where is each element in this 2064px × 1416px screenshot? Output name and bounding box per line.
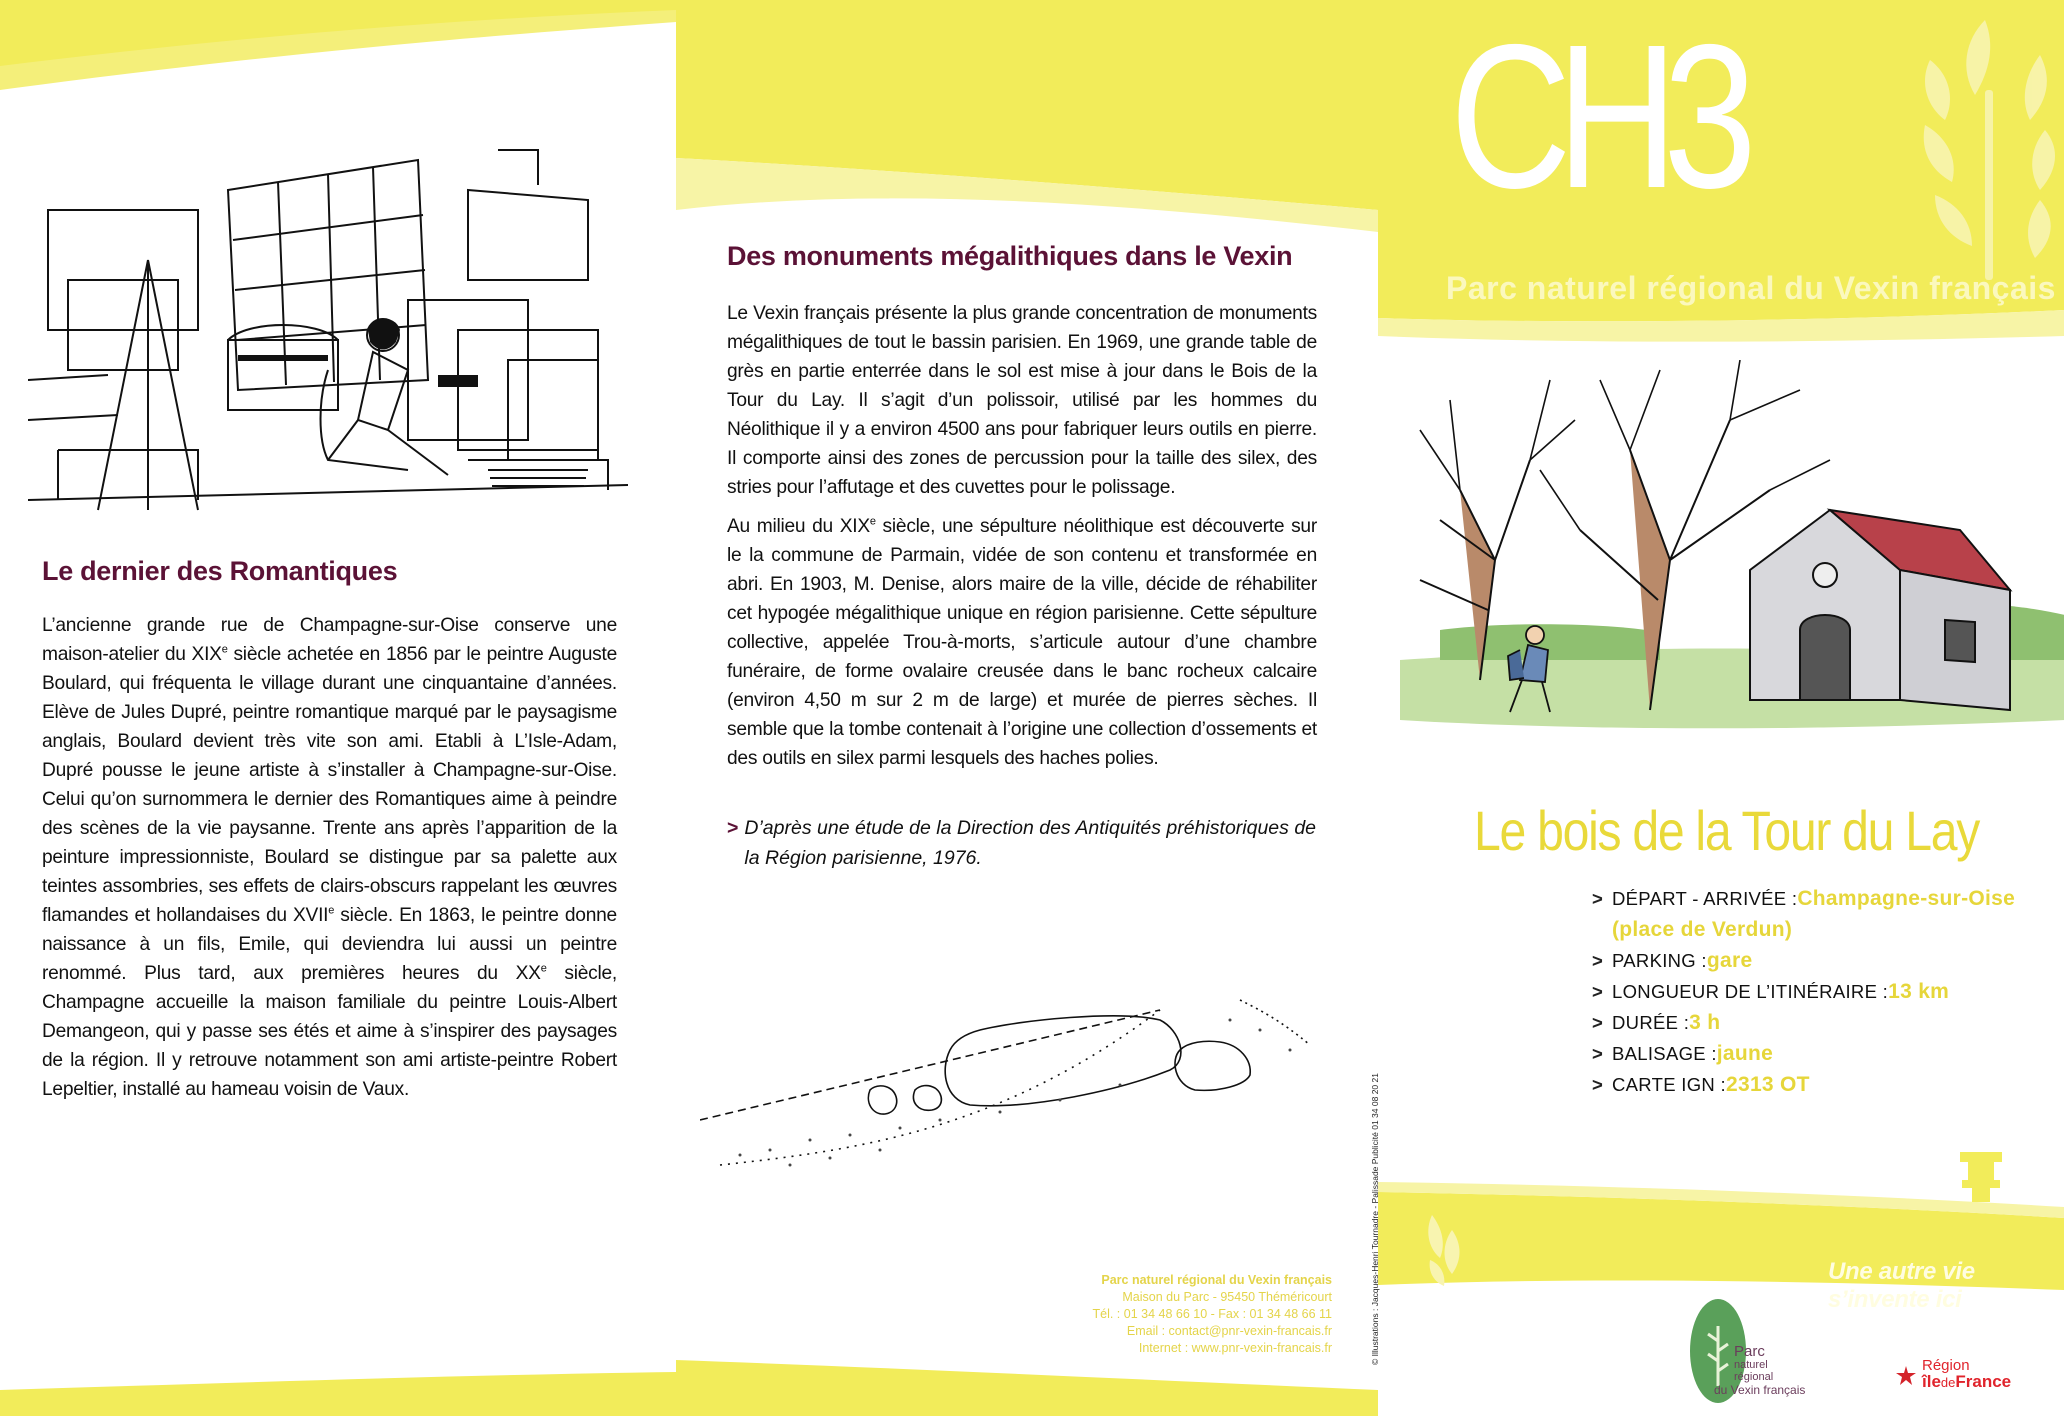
info-value: 13 km bbox=[1888, 980, 1950, 1003]
info-row-start-place bbox=[1592, 914, 2032, 945]
info-arrow: > bbox=[1592, 950, 1604, 971]
citation-text: D’après une étude de la Direction des Antiquités préhistoriques de la Région parisienne, 1976. bbox=[744, 817, 1317, 869]
route-code: CH3 bbox=[1450, 2, 1743, 231]
info-value: Champagne-sur-Oise bbox=[1797, 887, 2016, 910]
region-star-icon bbox=[1896, 1366, 1916, 1386]
info-row-ign-map bbox=[1592, 1069, 2032, 1100]
megalith-illustration bbox=[700, 990, 1320, 1180]
contact-email: Email : contact@pnr-vexin-francais.fr bbox=[1126, 1324, 1332, 1338]
info-row-duration bbox=[1592, 1007, 2032, 1038]
info-label: DURÉE : bbox=[1612, 1012, 1690, 1033]
info-label: LONGUEUR DE L’ITINÉRAIRE : bbox=[1612, 981, 1889, 1002]
info-label: CARTE IGN : bbox=[1612, 1074, 1726, 1095]
info-row-start bbox=[1592, 883, 2032, 914]
park-tagline: Une autre vie s’invente ici bbox=[1828, 1258, 1975, 1313]
park-contact bbox=[1030, 1272, 1332, 1357]
contact-org: Parc naturel régional du Vexin français bbox=[1101, 1273, 1332, 1287]
info-label: PARKING : bbox=[1612, 950, 1707, 971]
parc-logo-text: Parc naturel régional du Vexin français bbox=[1714, 1343, 1806, 1397]
info-value: (place de Verdun) bbox=[1612, 918, 1793, 941]
region-logo-text: Région îledeFrance bbox=[1922, 1357, 2012, 1391]
info-value: gare bbox=[1706, 949, 1753, 972]
info-value: jaune bbox=[1716, 1042, 1774, 1065]
info-arrow: > bbox=[1592, 888, 1604, 909]
source-citation bbox=[727, 813, 1317, 873]
info-label: BALISAGE : bbox=[1612, 1043, 1717, 1064]
park-name: Parc naturel régional du Vexin français bbox=[1446, 270, 2056, 306]
left-body-text: L’ancienne grande rue de Champagne-sur-Oise conserve une maison-atelier du XIXe siècle achetée en 1856 par le peintre Auguste Boulard, qui fréquenta le village durant une cinquantaine d’années. Elève de Jules Dupré, peintre romantique marqué par le paysagisme anglais, Boulard devient très vite son ami. Etabli à L’Isle-Adam, Dupré pousse le jeune artiste à s’installer à Champagne-sur-Oise. Celui qu’on surnommera le dernier des Romantiques aime à peindre des scènes de la vie paysanne. Trente ans après l’apparition de la peinture impressionniste, Boulard se distingue par sa palette aux teintes assombries, ses effets de clairs-obscurs rappelant les œuvres flamandes et hollandaises du XVIIe siècle. En 1863, le peintre donne naissance à un fils, Emile, qui deviendra lui aussi un peintre renommé. Plus tard, aux premières heures du XXe siècle, Champagne accueille la maison familiale du peintre Louis-Albert Demangeon, qui y passe ses étés et aime à s’inspirer des paysages de la région. Il y retrouve notamment son ami artiste-peintre Robert Lepeltier, installé au hameau voisin de Vaux. bbox=[42, 615, 618, 1100]
info-arrow: > bbox=[1592, 981, 1604, 1002]
contact-website: Internet : www.pnr-vexin-francais.fr bbox=[1138, 1341, 1332, 1355]
contact-phone: Tél. : 01 34 48 66 10 - Fax : 01 34 48 66 11 bbox=[1092, 1307, 1332, 1321]
route-info-list bbox=[1592, 883, 2032, 1100]
left-heading: Le dernier des Romantiques bbox=[42, 556, 398, 586]
info-value: 2313 OT bbox=[1725, 1073, 1810, 1096]
route-title: Le bois de la Tour du Lay bbox=[1474, 799, 1980, 862]
middle-paragraph-1: Le Vexin français présente la plus grande concentration de monuments mégalithiques de tout le bassin parisien. En 1969, une grande table de grès en partie enterrée dans le sol est mise à jour dans le Bois de la Tour du Lay. Il s’agit d’un polissoir, utilisé par les hommes du Néolithique il y a environ 4500 ans pour fabriquer leurs outils en pierre. Il comporte ainsi des zones de percussion pour la taille des silex, des stries pour l’affutage et des cuvettes pour le polissage. bbox=[727, 303, 1317, 498]
middle-heading: Des monuments mégalithiques dans le Vexin bbox=[727, 241, 1293, 271]
painter-studio-illustration bbox=[28, 130, 628, 525]
info-row-parking bbox=[1592, 945, 2032, 976]
parc-logo bbox=[1688, 1296, 1848, 1408]
info-arrow: > bbox=[1592, 1074, 1604, 1095]
illustration-credits: © Illustrations : Jacques-Henri Tournadre - Palissade Publicité 01 34 08 20 21 bbox=[1370, 1073, 1380, 1365]
middle-body-text bbox=[727, 299, 1317, 783]
middle-paragraph-2: Au milieu du XIXe siècle, une sépulture néolithique est découverte sur le la commune de Parmain, vidée de son contenu et transformée en abri. En 1903, M. Denise, alors maire de la ville, décide de réhabiliter cet hypogée mégalithique unique en région parisienne. Cette sépulture collective, appelée Trou-à-morts, s’articule autour d’une chambre funéraire, de forme ovalaire creusée dans le banc rocheux calcaire (environ 4,50 m sur 2 m de large) et murée de pierres sèches. Il semble que la tombe contenait à l’origine une collection d’ossements et des outils en silex parmi lesquels des haches polies. bbox=[727, 515, 1317, 769]
citation-arrow: > bbox=[727, 817, 739, 839]
info-value: 3 h bbox=[1689, 1011, 1721, 1034]
chapel-trees-illustration bbox=[1400, 360, 2064, 740]
info-row-markings bbox=[1592, 1038, 2032, 1069]
info-row-length bbox=[1592, 976, 2032, 1007]
info-arrow: > bbox=[1592, 1012, 1604, 1033]
contact-address: Maison du Parc - 95450 Théméricourt bbox=[1122, 1290, 1332, 1304]
info-label: DÉPART - ARRIVÉE : bbox=[1612, 888, 1798, 909]
info-arrow: > bbox=[1592, 1043, 1604, 1064]
